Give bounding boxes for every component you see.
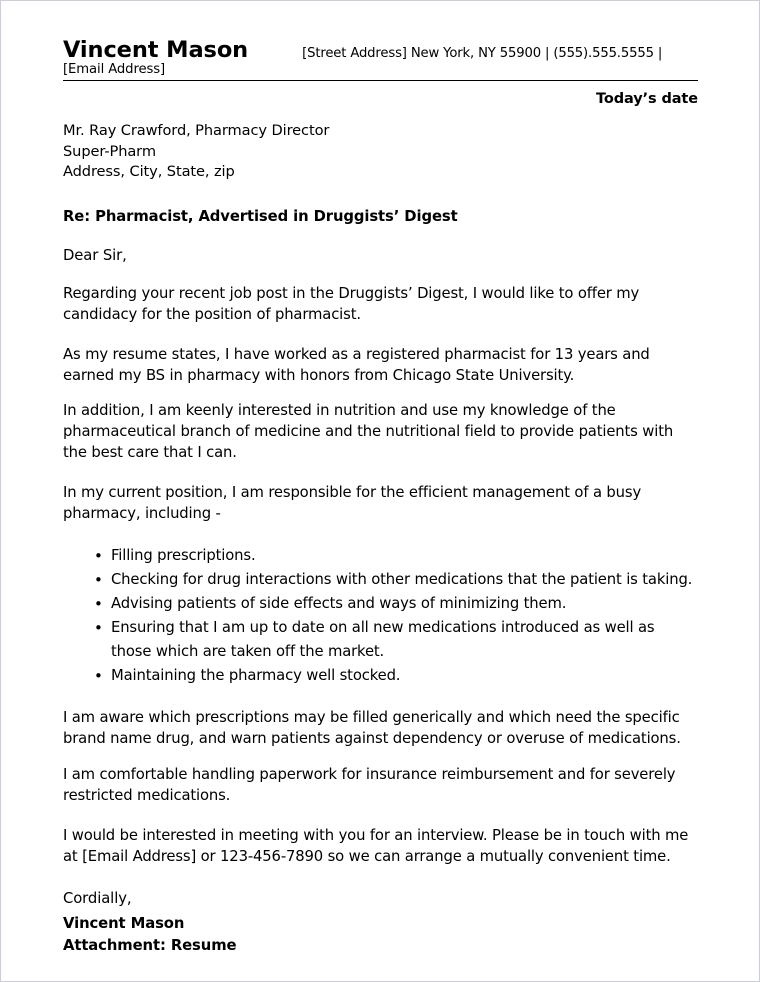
responsibilities-list <box>63 544 698 688</box>
letterhead-contact: [Street Address] New York, NY 55900 | (555).555.5555 | <box>302 46 663 61</box>
salutation: Dear Sir, <box>63 246 127 264</box>
subject-line: Re: Pharmacist, Advertised in Druggists’ Digest <box>63 207 458 225</box>
recipient-address-block <box>63 121 698 183</box>
bullet-icon: • <box>94 619 103 638</box>
recipient-line-2: Super-Pharm <box>63 142 156 160</box>
body-paragraph-3: In addition, I am keenly interested in nutrition and use my knowledge of the pharmaceutical branch of medicine and the nutritional field to provide patients with the best care that I can. <box>63 402 674 462</box>
signature-name: Vincent Mason <box>63 915 185 933</box>
list-item <box>94 592 698 616</box>
body-paragraph-2: As my resume states, I have worked as a registered pharmacist for 13 years and earned my BS in pharmacy with honors from Chicago State University. <box>63 345 650 384</box>
body-paragraph-6: I am comfortable handling paperwork for insurance reimbursement and for severely restricted medications. <box>63 766 676 805</box>
letterhead <box>63 39 698 81</box>
letter-date: Today’s date <box>595 91 698 108</box>
bullet-icon: • <box>94 667 103 686</box>
list-item-text: Ensuring that I am up to date on all new medications introduced as well as those which are taken off the market. <box>111 619 655 661</box>
letterhead-email: [Email Address] <box>63 61 166 77</box>
list-item <box>94 616 698 664</box>
list-item <box>94 664 698 688</box>
recipient-line-3: Address, City, State, zip <box>63 163 235 181</box>
body-paragraph-1: Regarding your recent job post in the Druggists’ Digest, I would like to offer my candidacy for the position of pharmacist. <box>63 284 640 323</box>
letter-content <box>63 39 698 957</box>
list-item-text: Filling prescriptions. <box>111 547 256 565</box>
body-paragraph-7: I would be interested in meeting with you for an interview. Please be in touch with me at [Email Address] or 123-456-7890 so we can arrange a mutually convenient time. <box>63 827 689 866</box>
letterhead-name: Vincent Mason <box>63 37 249 63</box>
bullet-icon: • <box>94 571 103 590</box>
list-item <box>94 544 698 568</box>
closing-salutation: Cordially, <box>63 890 132 908</box>
recipient-line-1: Mr. Ray Crawford, Pharmacy Director <box>63 122 330 140</box>
body-paragraph-5: I am aware which prescriptions may be filled generically and which need the specific brand name drug, and warn patients against dependency or overuse of medications. <box>63 709 681 748</box>
list-item-text: Checking for drug interactions with other medications that the patient is taking. <box>111 571 693 589</box>
list-item-text: Advising patients of side effects and ways of minimizing them. <box>111 595 567 613</box>
bullet-icon: • <box>94 547 103 566</box>
body-paragraph-4: In my current position, I am responsible for the efficient management of a busy pharmacy, including - <box>63 484 642 523</box>
list-item <box>94 568 698 592</box>
letterhead-primary-row <box>63 39 698 63</box>
attachment-note: Attachment: Resume <box>63 937 237 955</box>
bullet-icon: • <box>94 595 103 614</box>
list-item-text: Maintaining the pharmacy well stocked. <box>111 667 401 685</box>
